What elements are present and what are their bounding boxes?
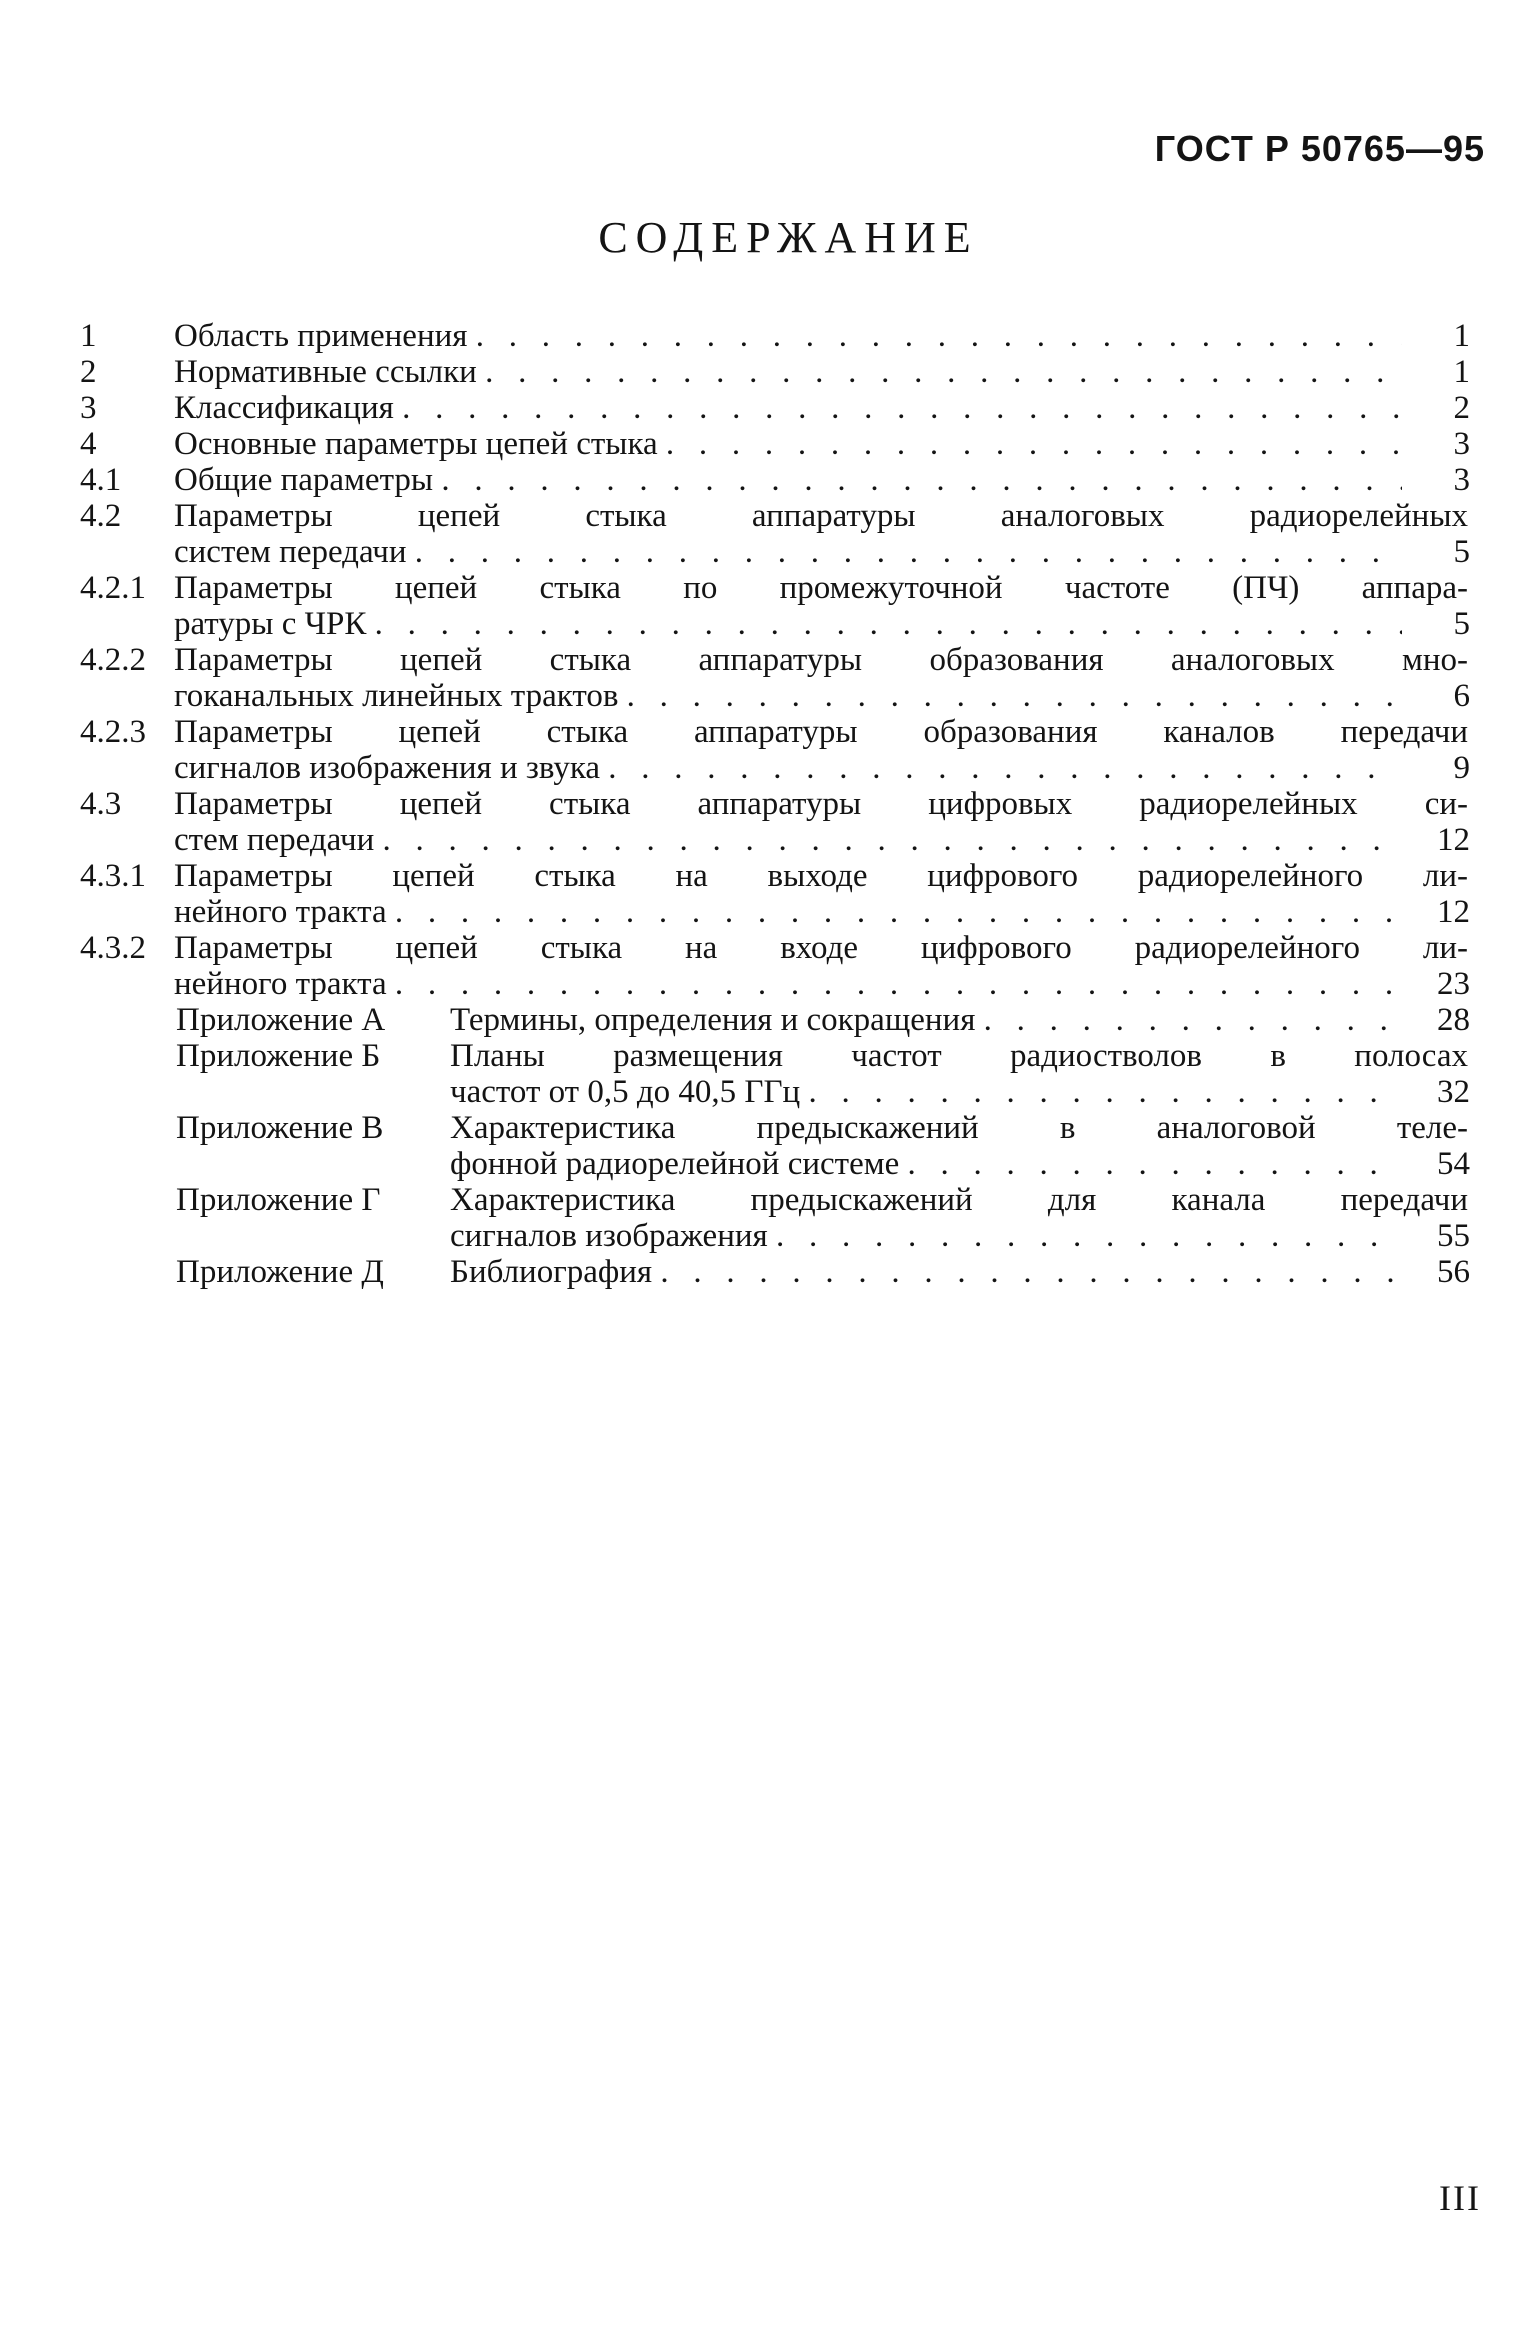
toc-entry-number: 1 [80,318,97,354]
page-title: СОДЕРЖАНИЕ [598,213,979,262]
toc-entry-line [80,570,1470,606]
toc-entry-line [80,498,1470,534]
toc-entry-title: Параметры цепей стыка аппаратуры образования аналоговых мно- [174,642,1468,678]
toc-entry-page: 56 [1402,1254,1470,1290]
toc-entry [80,318,1470,354]
appendix-title: Библиография . . [450,1254,1468,1290]
appendix-title: Характеристика предыскажений в аналоговой теле- [450,1110,1468,1146]
toc-entry-page: 28 [1402,1002,1470,1038]
toc-entry-page: 5 [1402,606,1470,642]
appendix-title: частот от 0,5 до 40,5 ГГц . . [450,1074,1468,1110]
toc-entry-number: 4.3.2 [80,930,146,966]
toc-entry-page: 32 [1402,1074,1470,1110]
toc-entry-page: 9 [1402,750,1470,786]
toc-appendix-entry [80,1254,1470,1290]
toc-entry-line [80,714,1470,750]
toc-entry [80,426,1470,462]
toc-entry-line [80,750,1470,786]
toc-entry-number: 2 [80,354,97,390]
toc-entry-title: Параметры цепей стыка на выходе цифрового радиорелейного ли- [174,858,1468,894]
toc-entry-line [80,1074,1470,1110]
toc-entry-number: 4.1 [80,462,122,498]
toc-entry-page: 12 [1402,822,1470,858]
toc-entry-number: 4.3 [80,786,122,822]
toc-entry-page: 5 [1402,534,1470,570]
table-of-contents [80,318,1470,1290]
toc-entry-page: 23 [1402,966,1470,1002]
toc-entry-line [80,1254,1470,1290]
toc-entry [80,714,1470,786]
toc-entry-page: 55 [1402,1218,1470,1254]
toc-entry-title: Параметры цепей стыка аппаратуры аналоговых радиорелейных [174,498,1468,534]
toc-entry-line [80,426,1470,462]
toc-entry-line [80,966,1470,1002]
toc-entry-title: Основные параметры цепей стыка . . [174,426,1468,462]
toc-entry-page: 6 [1402,678,1470,714]
toc-entry-title: ратуры с ЧРК . . [174,606,1468,642]
toc-entry-line [80,1110,1470,1146]
toc-entry-line [80,1002,1470,1038]
toc-entry-number: 4.2.3 [80,714,146,750]
toc-entry-page: 3 [1402,462,1470,498]
toc-entry-line [80,606,1470,642]
appendix-title: сигналов изображения . . [450,1218,1468,1254]
toc-entry-title: Классификация . . [174,390,1468,426]
toc-entry-title: Параметры цепей стыка аппаратуры цифровых радиорелейных си- [174,786,1468,822]
toc-entry-number: 4 [80,426,97,462]
toc-entry-title: сигналов изображения и звука . . [174,750,1468,786]
toc-entry-line [80,534,1470,570]
toc-entry-page: 2 [1402,390,1470,426]
page-number: III [1439,2178,1481,2218]
toc-entry-title: Общие параметры . . [174,462,1468,498]
toc-entry [80,498,1470,570]
toc-entry-title: гоканальных линейных трактов . . [174,678,1468,714]
toc-entry-title: систем передачи . . [174,534,1468,570]
toc-entry-line [80,1146,1470,1182]
toc-entry-number: 3 [80,390,97,426]
toc-entry-line [80,786,1470,822]
appendix-label: Приложение А [176,1002,386,1038]
toc-entry-line [80,1182,1470,1218]
toc-entry-page: 1 [1402,318,1470,354]
toc-entry-line [80,822,1470,858]
toc-entry-page: 1 [1402,354,1470,390]
toc-appendix-entry [80,1002,1470,1038]
appendix-label: Приложение В [176,1110,384,1146]
appendix-title: фонной радиорелейной системе . . [450,1146,1468,1182]
toc-entry [80,354,1470,390]
toc-entry-page: 12 [1402,894,1470,930]
toc-entry [80,570,1470,642]
appendix-label: Приложение Д [176,1254,384,1290]
toc-entry-title: Нормативные ссылки . . [174,354,1468,390]
appendix-title: Характеристика предыскажений для канала передачи [450,1182,1468,1218]
toc-entry-line [80,1218,1470,1254]
toc-entry-line [80,318,1470,354]
toc-entry-number: 4.2.2 [80,642,146,678]
toc-entry-line [80,858,1470,894]
toc-entry-line [80,462,1470,498]
toc-entry-line [80,678,1470,714]
toc-appendix-entry [80,1038,1470,1110]
appendix-label: Приложение Г [176,1182,381,1218]
toc-entry [80,642,1470,714]
toc-entry-page: 3 [1402,426,1470,462]
toc-entry [80,390,1470,426]
toc-entry-line [80,354,1470,390]
toc-entry-title: Параметры цепей стыка на входе цифрового радиорелейного ли- [174,930,1468,966]
toc-appendix-entry [80,1182,1470,1254]
toc-entry-title: Параметры цепей стыка аппаратуры образования каналов передачи [174,714,1468,750]
appendix-title: Планы размещения частот радиостволов в полосах [450,1038,1468,1074]
toc-entry-number: 4.3.1 [80,858,146,894]
toc-entry-title: нейного тракта . . [174,966,1468,1002]
toc-entry [80,858,1470,930]
toc-entry-line [80,930,1470,966]
document-header [1155,128,1485,170]
toc-entry-number: 4.2 [80,498,122,534]
toc-entry-title: стем передачи . . [174,822,1468,858]
appendix-label: Приложение Б [176,1038,381,1074]
toc-entry-line [80,894,1470,930]
toc-entry-line [80,390,1470,426]
document-code: ГОСТ Р 50765—95 [1154,128,1485,169]
toc-entry-title: нейного тракта . . [174,894,1468,930]
toc-entry-number: 4.2.1 [80,570,146,606]
toc-entry [80,786,1470,858]
toc-entry-title: Область применения . . [174,318,1468,354]
toc-entry-line [80,1038,1470,1074]
toc-entry-page: 54 [1402,1146,1470,1182]
appendix-title: Термины, определения и сокращения . . [450,1002,1468,1038]
toc-entry [80,930,1470,1002]
toc-entry-title: Параметры цепей стыка по промежуточной частоте (ПЧ) аппара- [174,570,1468,606]
toc-entry [80,462,1470,498]
toc-appendix-entry [80,1110,1470,1182]
toc-entry-line [80,642,1470,678]
